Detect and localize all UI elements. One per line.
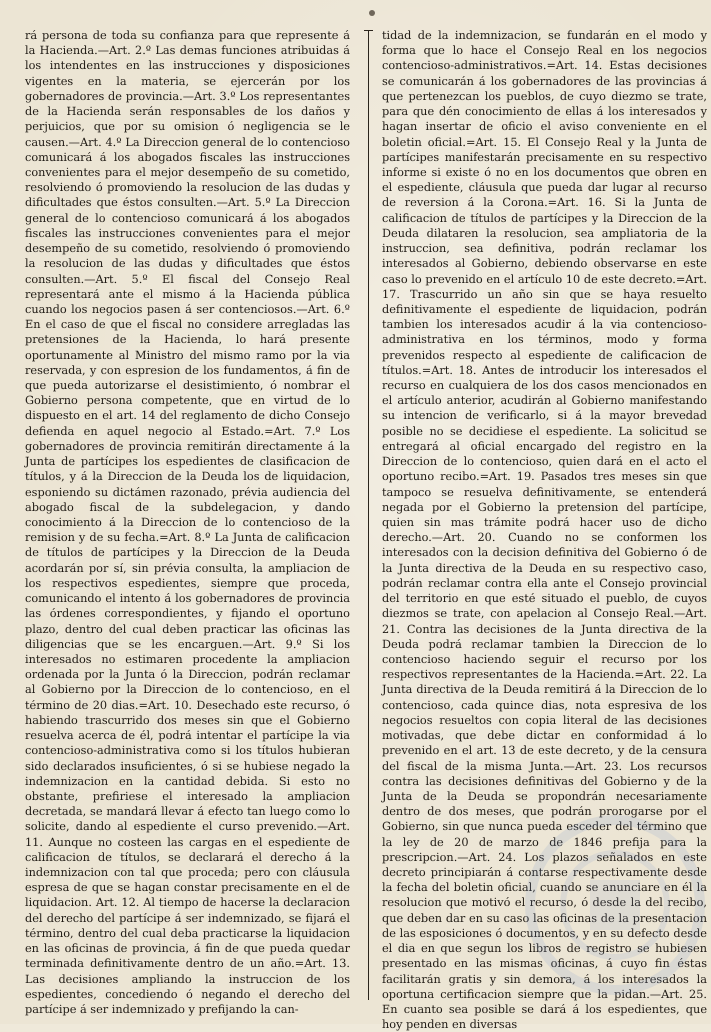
right-column-body: tidad de la indemnizacion, se fundarán en el modo y forma que lo hace el Consejo Real en los negocios contencioso-administrativos.=Art. 14. Estas decisiones se comunicarán á los gobernadores de las provincias á que pertenezcan los pueblos, de cuyo diezmo se trate, para que dén conocimiento de ellas á los interesados y hagan insertar de oficio el aviso conveniente en el boletin oficial.=Art. 15. El Consejo Real y la Junta de partícipes manifestarán precisamente en su respectivo informe si existe ó no en los documentos que obren en el espediente, cláusula que pueda dar lugar al recurso de reversion á la Corona.=Art. 16. Si la Junta de calificacion de títulos de partícipes y la Direccion de la Deuda dilataren la resolucion, sea ampliatoria de la instruccion, sea definitiva, podrán reclamar los interesados al Gobierno, debiendo observarse en este caso lo prevenido en el artículo 10 de este decreto.=Art. 17. Trascurrido un año sin que se haya resuelto definitivamente el espediente de liquidacion, podrán tambien los interesados acudir á la via contencioso-administrativa en los términos, modo y forma prevenidos respecto al espediente de calificacion de títulos.=Art. 18. Antes de introducir los interesados el recurso en cualquiera de los dos casos mencionados en el artículo anterior, acudirán al Gobierno manifestando su intencion de verificarlo, si á la mayor brevedad posible no se decidiese el espediente. La solicitud se entregará al oficial encargado del registro en la Direccion de lo contencioso, quien dará en el acto el oportuno recibo.=Art. 19. Pasados tres meses sin que tampoco se resuelva definitivamente, se entenderá negada por el Gobierno la pretension del partícipe, quien sin mas trámite podrá hacer uso de dicho derecho.—Art. 20. Cuando no se conformen los interesados con la decision definitiva del Gobierno ó de la Junta directiva de la Deuda en su respectivo caso, podrán reclamar contra ella ante el Consejo provincial del territorio en que esté situado el pueblo, de cuyos diezmos se trate, con apelacion al Consejo Real.—Art. 21. Contra las decisiones de la Junta directiva de la Deuda podrá reclamar tambien la Direccion de lo contencioso haciendo seguir el recurso por los respectivos representantes de la Hacienda.=Art. 22. La Junta directiva de la Deuda remitirá á la Direccion de lo contencioso, cada quince dias, nota espresiva de los negocios resueltos con copia literal de las decisiones motivadas, que debe dictar en conformidad á lo prevenido en el art. 13 de este decreto, y de la censura del fiscal de la misma Junta.—Art. 23. Los recursos contra las decisiones definitivas del Gobierno y de la Junta de la Deuda se propondrán necesariamente dentro de dos meses, que podrán prorogarse por el Gobierno, sin que nunca pueda esceder del término que la ley de 20 de marzo de 1846 prefija para la prescripcion.—Art. 24. Los plazos señalados en este decreto principiarán á contarse respectivamente desde la fecha del boletin oficial, cuando se anunciare en él la resolucion que motivó el recurso, ó desde la del recibo, que deben dar en su caso las oficinas de la presentacion de las esposiciones ó documentos, y en su defecto desde el dia en que segun los libros de registro se hubiesen presentado en las mismas oficinas, á cuyo fin éstas facilitarán gratis y sin demora, á los interesados la oportuna certificacion siempre que la pidan.—Art. 25. En cuanto sea posible se dará á los espedientes, que hoy penden en diversas <box>382 29 707 1032</box>
library-stamp-emblem <box>590 880 640 930</box>
ornament-mark <box>369 10 375 16</box>
column-divider <box>368 30 369 1000</box>
column-divider-tick <box>364 30 373 31</box>
text-column-left <box>25 28 350 1016</box>
left-column-body: rá persona de toda su confianza para que represente á la Hacienda.—Art. 2.º Las demas funciones atribuidas á los intendentes en las instrucciones y disposiciones vigentes en la materia, se ejercerán por los gobernadores de provincia.—Art. 3.º Los representantes de la Hacienda serán responsables de los daños y perjuicios, que por su omision ó negligencia se le causen.—Art. 4.º La Direccion general de lo contencioso comunicará á los abogados fiscales las instrucciones convenientes para el mejor desempeño de su cometido, resolviendo ó promoviendo la resolucion de las dudas y dificultades que éstos consulten.—Art. 5.º La Direccion general de lo contencioso comunicará á los abogados fiscales las instrucciones convenientes para el mejor desempeño de su cometido, resolviendo ó promoviendo la resolucion de las dudas y dificultades que éstos consulten.—Art. 5.º El fiscal del Consejo Real representará ante el mismo á la Hacienda pública cuando los negocios pasen á ser contenciosos.—Art. 6.º En el caso de que el fiscal no considere arregladas las pretensiones de la Hacienda, lo hará presente oportunamente al Ministro del mismo ramo por la via reservada, y con espresion de los fundamentos, á fin de que pueda autorizarse el desistimiento, ó nombrar el Gobierno persona competente, que en virtud de lo dispuesto en el art. 14 del reglamento de dicho Consejo defienda en aquel negocio al Estado.=Art. 7.º Los gobernadores de provincia remitirán directamente á la Junta de partícipes los espedientes de clasificacion de títulos, y á la Direccion de la Deuda los de liquidacion, esponiendo su dictámen razonado, prévia audiencia del abogado fiscal de la subdelegacion, y dando conocimiento á la Direccion de lo contencioso de la remision y de su fecha.=Art. 8.º La Junta de calificacion de títulos de partícipes y la Direccion de la Deuda acordarán por sí, sin prévia consulta, la ampliacion de los respectivos espedientes, siempre que proceda, comunicando el intento á los gobernadores de provincia las órdenes correspondientes, y fijando el oportuno plazo, dentro del cual deben practicar las oficinas las diligencias que se les encarguen.—Art. 9.º Si los interesados no estimaren procedente la ampliacion ordenada por la Junta ó la Direccion, podrán reclamar al Gobierno por la Direccion de lo contencioso, en el término de 20 dias.=Art. 10. Desechado este recurso, ó habiendo trascurrido dos meses sin que el Gobierno resuelva acerca de él, podrá intentar el partícipe la via contencioso-administrativa como si los títulos hubieran sido declarados insuficientes, ó si se hubiese negado la indemnizacion en la cantidad debida. Si esto no obstante, prefiriese el interesado la ampliacion decretada, se mandará llevar á efecto tan luego como lo solicite, dando al espediente el curso prevenido.—Art. 11. Aunque no costeen las cargas en el espediente de calificacion de títulos, se declarará el derecho á la indemnizacion con tal que proceda; pero con cláusula espresa de que se hagan constar precisamente en el de liquidacion. Art. 12. Al tiempo de hacerse la declaracion del derecho del partícipe á ser indemnizado, se fijará el término, dentro del cual deba practicarse la liquidacion en las oficinas de provincia, á fin de que pueda quedar terminada definitivamente dentro de un año.=Art. 13. Las decisiones ampliando la instruccion de los espedientes, concediendo ó negando el derecho del partícipe á ser indemnizado y prefijando la can- <box>25 29 350 1016</box>
